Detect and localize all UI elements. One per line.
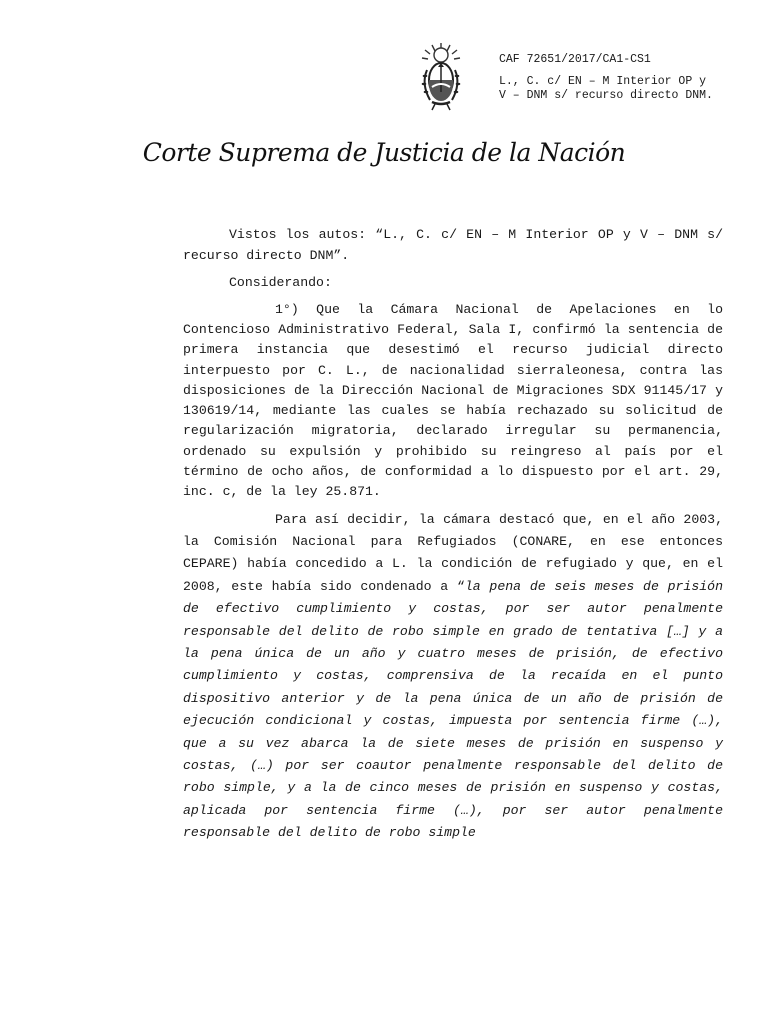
paragraph-2-intro: Para así decidir, la cámara destacó que, en el año 2003, la Comisión Nacional para Refugiados (CONARE, en ese entonces CEPARE) había concedido a L. la condición de refugiado y que, en el 2008, este había sido condenado a “ xyxy=(183,511,723,594)
vistos-paragraph: Vistos los autos: “L., C. c/ EN – M Interior OP y V – DNM s/ recurso directo DNM”. xyxy=(183,227,723,264)
case-caption-line1: L., C. c/ EN – M Interior OP y xyxy=(499,74,707,88)
document-body xyxy=(183,224,723,845)
case-number: CAF 72651/2017/CA1-CS1 xyxy=(499,53,651,66)
case-header xyxy=(499,53,713,104)
considerando-heading: Considerando: xyxy=(229,275,332,291)
court-title: Corte Suprema de Justicia de la Nación xyxy=(142,138,626,167)
case-caption-line2: V – DNM s/ recurso directo DNM. xyxy=(499,89,713,102)
paragraph-1: 1°) Que la Cámara Nacional de Apelaciones en lo Contencioso Administrativo Federal, Sala I, confirmó la sentencia de primera instancia que desestimó el recurso judicial directo interpuesto por C. L., de nacionalidad sierraleonesa, contra las disposiciones de la Dirección Nacional de Migraciones SDX 91145/17 y 130619/14, mediante las cuales se había rechazado su solicitud de regularización migratoria, declarado irregular su permanencia, ordenado su expulsión y prohibido su reingreso al país por el término de ocho años, de conformidad a lo dispuesto por el art. 29, inc. c, de la ley 25.871. xyxy=(183,301,723,500)
paragraph-2 xyxy=(183,509,723,845)
national-seal-icon xyxy=(418,40,464,112)
paragraph-2-quote: la pena de seis meses de prisión de efectivo cumplimiento y costas, por ser autor penalmente responsable del delito de robo simple en grado de tentativa […] y a la pena única de un año y cuatro meses de prisión, de efectivo cumplimiento y costas, comprensiva de la recaída en el punto dispositivo anterior y de la pena única de un año de prisión de ejecución condicional y costas, impuesta por sentencia firme (…), que a su vez abarca la de siete meses de prisión en suspenso y costas, (…) por ser coautor penalmente responsable del delito de robo simple, y a la de cinco meses de prisión en suspenso y costas, aplicada por sentencia firme (…), por ser autor penalmente responsable del delito de robo simple xyxy=(183,578,723,841)
